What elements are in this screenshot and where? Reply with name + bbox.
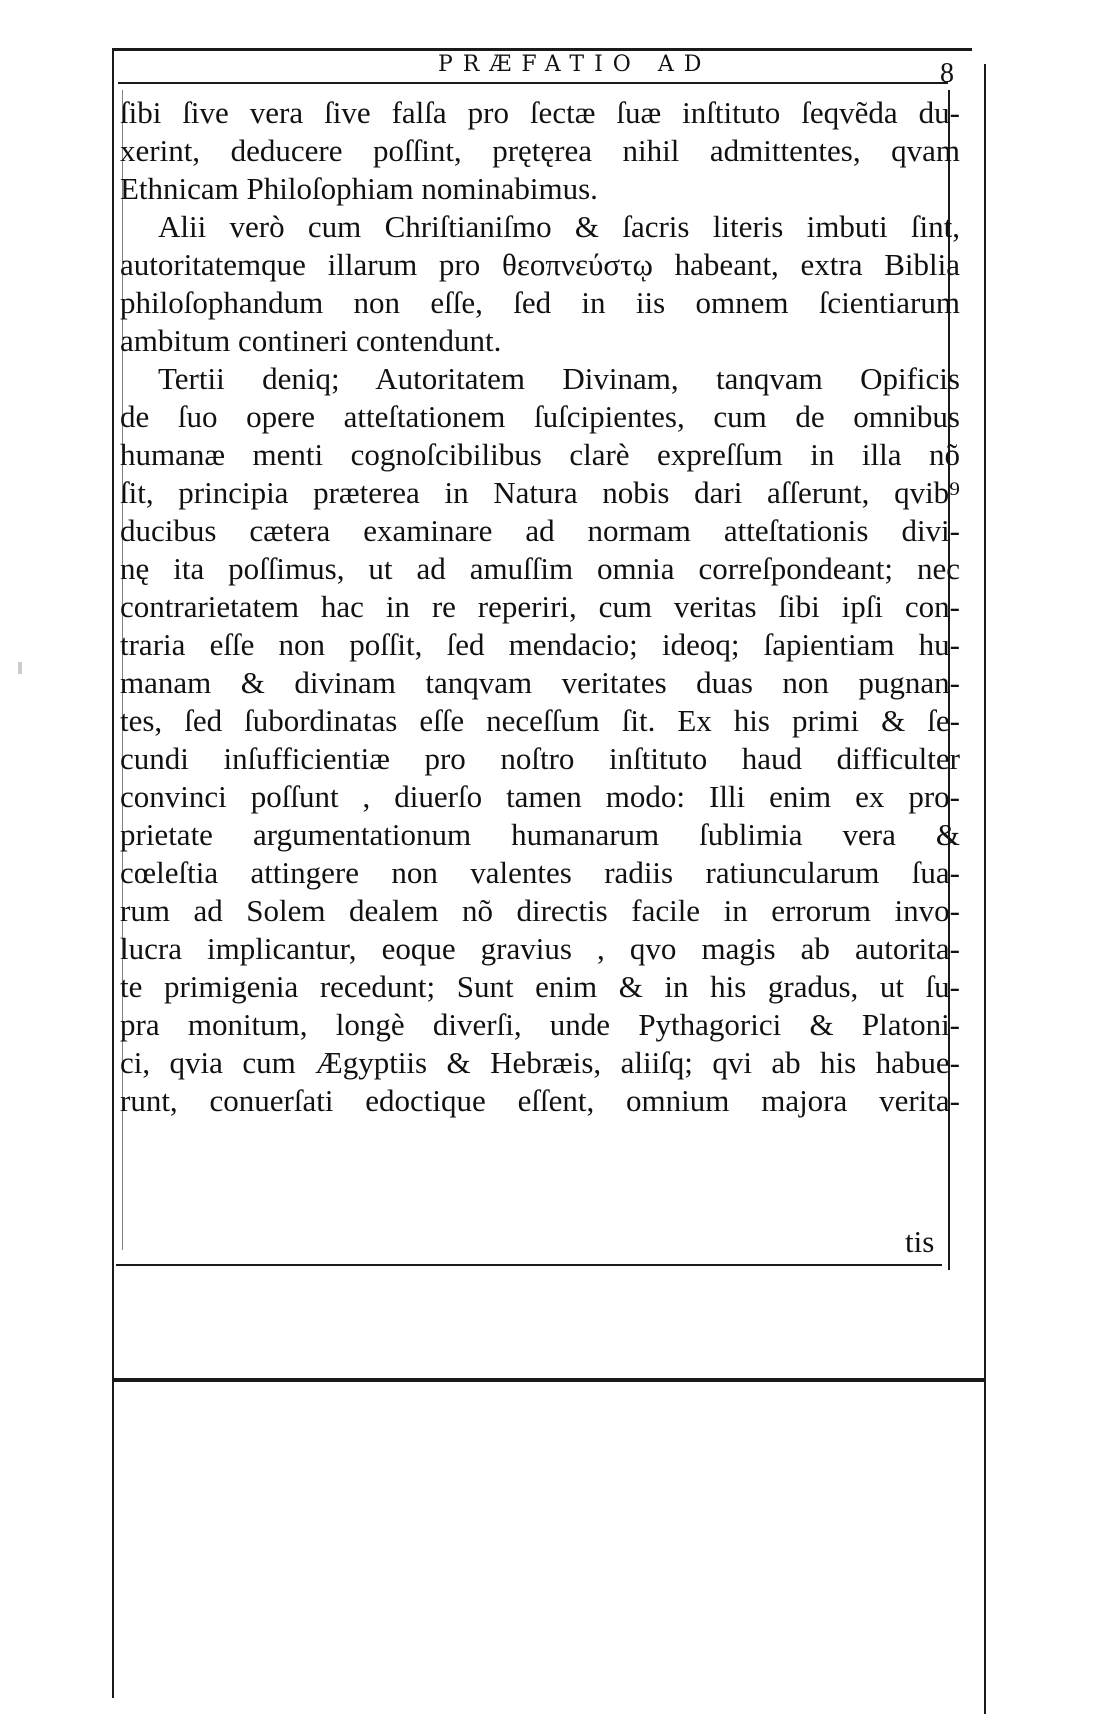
text-line: te primigenia recedunt; Sunt enim & in his gradus, ut ſu- <box>120 969 960 1004</box>
text-line: pra monitum, longè diverſi, unde Pythagorici & Platoni- <box>120 1007 960 1042</box>
top-frame-rule <box>112 48 972 51</box>
text-line: autoritatemque illarum pro θεοπνεύστῳ habeant, extra Biblia <box>120 247 960 282</box>
text-line: ambitum contineri contendunt. <box>120 323 502 358</box>
text-line: humanæ menti cognoſcibilibus clarè expreſſum in illa nõ <box>120 437 960 472</box>
text-line: ducibus cætera examinare ad normam atteſtationis divi- <box>120 513 960 548</box>
text-line: Ethnicam Philoſophiam nominabimus. <box>120 171 598 206</box>
page-number: 8 <box>940 58 954 89</box>
text-line: prietate argumentationum humanarum ſublimia vera & <box>120 817 960 852</box>
text-line: cœleſtia attingere non valentes radiis ratiuncularum ſua- <box>120 855 960 890</box>
text-line: traria eſſe non poſſit, ſed mendacio; ideoq; ſapientiam hu- <box>120 627 960 662</box>
text-line: ſibi ſive vera ſive falſa pro ſectæ ſuæ inſtituto ſeqvẽda du- <box>120 95 960 130</box>
text-line: rum ad Solem dealem nõ directis facile in errorum invo- <box>120 893 960 928</box>
text-line: ſit, principia præterea in Natura nobis dari aſſerunt, qvib⁹ <box>120 475 960 510</box>
text-line: ci, qvia cum Ægyptiis & Hebræis, aliiſq; qvi ab his habue- <box>120 1045 960 1080</box>
catchword: tis <box>905 1224 935 1259</box>
text-line: manam & divinam tanqvam veritates duas non pugnan- <box>120 665 960 700</box>
text-line: tes, ſed ſubordinatas eſſe neceſſum ſit. Ex his primi & ſe- <box>120 703 960 738</box>
text-line: cundi inſufficientiæ pro noſtro inſtituto haud difficulter <box>120 741 960 776</box>
text-line: lucra implicantur, eoque gravius , qvo magis ab autorita- <box>120 931 960 966</box>
text-line: nę ita poſſimus, ut ad amuſſim omnia correſpondeant; nec <box>120 551 960 586</box>
text-line: convinci poſſunt , diuerſo tamen modo: Illi enim ex pro- <box>120 779 960 814</box>
text-line: Alii verò cum Chriſtianiſmo & ſacris literis imbuti ſint, <box>158 209 960 244</box>
text-line: philoſophandum non eſſe, ſed in iis omnem ſcientiarum <box>120 285 960 320</box>
left-frame-rule <box>112 48 114 1698</box>
text-bottom-rule <box>116 1264 942 1266</box>
text-line: runt, conuerſati edoctique eſſent, omnium majora verita- <box>120 1083 960 1118</box>
page-bottom-rule <box>112 1378 984 1382</box>
body-text <box>120 94 960 1120</box>
right-outer-rule <box>984 64 986 1714</box>
header-underline-rule <box>118 82 948 84</box>
text-line: Tertii deniq; Autoritatem Divinam, tanqvam Opificis <box>158 361 960 396</box>
text-line: xerint, deducere poſſint, prętęrea nihil admittentes, qvam <box>120 133 960 168</box>
scan-speck <box>18 662 22 674</box>
running-title: PRÆFATIO AD <box>438 52 712 77</box>
text-line: de ſuo opere atteſtationem ſuſcipientes, cum de omnibus <box>120 399 960 434</box>
text-line: contrarietatem hac in re reperiri, cum veritas ſibi ipſi con- <box>120 589 960 624</box>
